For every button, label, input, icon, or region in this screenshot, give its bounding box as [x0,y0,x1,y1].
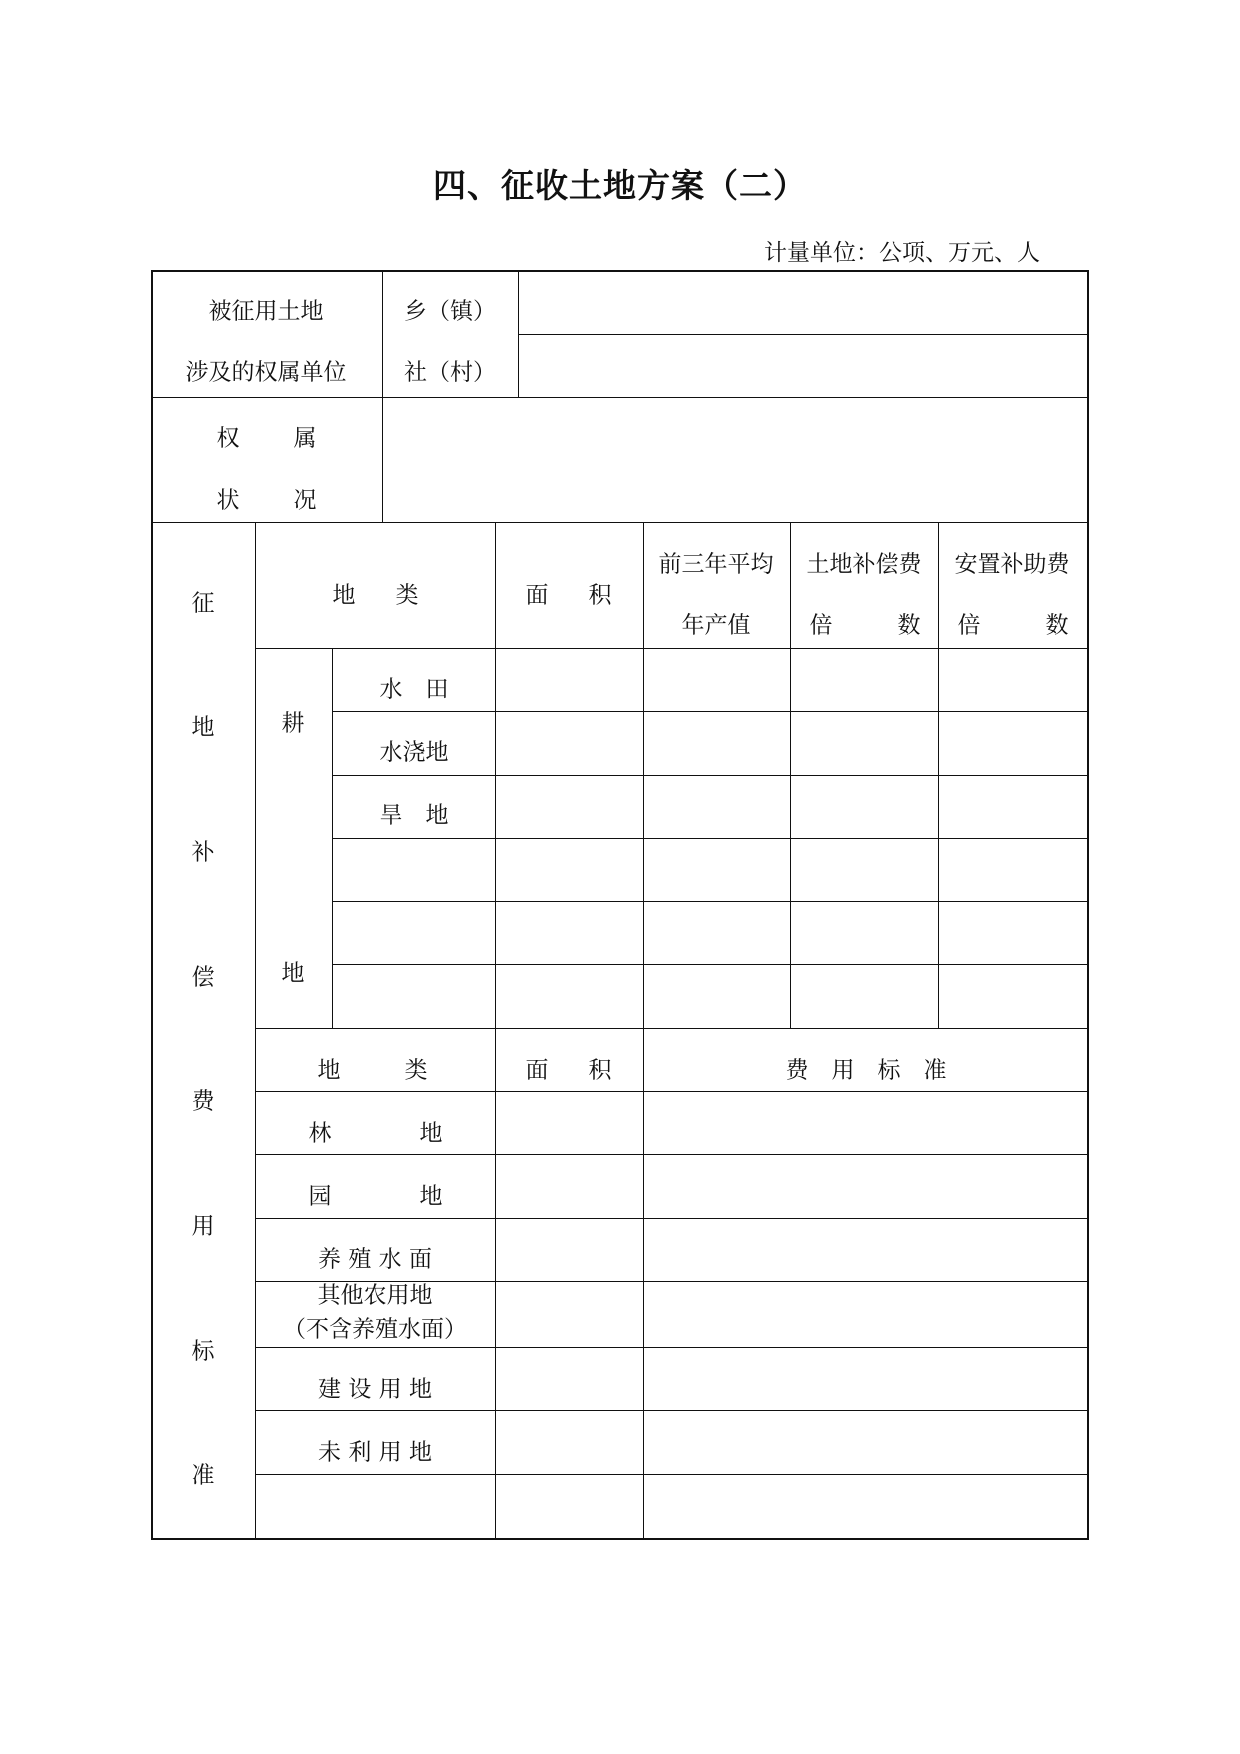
section4-row-label-char-2: 地 [419,1183,443,1210]
divider [332,901,1088,902]
side-label-char: 补 [191,839,215,866]
header-land-comp-char-2: 数 [897,612,921,639]
ownership-char-3: 状 [216,487,240,514]
arable-data-row[interactable] [334,840,1086,900]
section4-area-char-1: 面 [525,1057,549,1084]
divider [255,1218,1088,1219]
section1-label-line2: 涉及的权属单位 [185,359,347,386]
township-label: 乡（镇） [404,298,496,325]
divider [332,964,1088,965]
divider [495,522,496,1540]
header-resettle-char-2: 数 [1045,612,1069,639]
section4-data-row[interactable] [257,1476,1086,1538]
divider [255,1474,1088,1475]
ownership-char-2: 属 [293,425,317,452]
section4-row-label: 未 利 用 地 [318,1439,432,1466]
arable-data-row[interactable] [334,903,1086,963]
section4-row-label: 养 殖 水 面 [318,1246,432,1273]
township-input[interactable] [520,272,1086,333]
section4-row-label-char-1: 林 [308,1120,332,1147]
arable-data-row[interactable] [497,777,1086,837]
header-resettle-char-1: 倍 [957,612,981,639]
arable-label-top: 耕 [281,710,305,737]
divider [151,522,1088,523]
divider [332,838,1088,839]
divider [255,522,256,1540]
arable-data-row[interactable] [497,713,1086,774]
header-resettle-line1: 安置补助费 [954,551,1070,578]
header-avg-output-line2: 年产值 [681,612,751,639]
section4-row-label-char-1: 园 [308,1183,332,1210]
divider [332,775,1088,776]
header-land-type-char-1: 地 [332,582,356,609]
header-area-char-2: 积 [588,582,612,609]
ownership-status-input[interactable] [384,400,1086,520]
header-avg-output-line1: 前三年平均 [658,551,774,578]
section4-land-type-char-2: 类 [404,1057,428,1084]
section4-row-label-line1: 其他农用地 [317,1282,433,1309]
divider [255,1410,1088,1411]
section4-row-label-line2: （不含养殖水面） [283,1316,467,1343]
divider [255,1028,1088,1029]
village-input[interactable] [520,336,1086,396]
header-land-comp-line1: 土地补偿费 [806,551,922,578]
side-label-char: 地 [191,714,215,741]
section4-data-row[interactable] [497,1156,1086,1217]
side-label-char: 偿 [191,964,215,991]
section4-row-label-char-2: 地 [419,1120,443,1147]
units-note: 计量单位：公项、万元、人 [764,240,1040,266]
section1-label-line1: 被征用土地 [208,298,324,325]
header-area-char-1: 面 [525,582,549,609]
arable-row-label: 水 田 [379,676,449,703]
section4-land-type-char-1: 地 [317,1057,341,1084]
side-label-char: 用 [191,1213,215,1240]
village-label: 社（村） [404,359,496,386]
divider [255,1347,1088,1348]
arable-data-row[interactable] [334,966,1086,1027]
side-label-char: 标 [191,1338,215,1365]
divider [382,270,383,522]
section4-standard-header: 费 用 标 准 [785,1057,947,1084]
arable-row-label: 旱 地 [379,802,449,829]
divider [332,711,1088,712]
section4-data-row[interactable] [497,1349,1086,1409]
side-label-char: 准 [191,1462,215,1489]
divider [518,334,1088,335]
side-label-char: 费 [191,1088,215,1115]
ownership-char-4: 况 [293,487,317,514]
section4-area-char-2: 积 [588,1057,612,1084]
header-land-type-char-2: 类 [395,582,419,609]
page-title: 四、征收土地方案（二） [433,166,807,205]
divider [255,1154,1088,1155]
arable-data-row[interactable] [497,650,1086,710]
section4-data-row[interactable] [497,1093,1086,1153]
divider [255,648,1088,649]
arable-row-label: 水浇地 [379,739,449,766]
divider [255,1091,1088,1092]
section4-data-row[interactable] [497,1220,1086,1280]
ownership-char-1: 权 [216,425,240,452]
divider [151,397,1088,398]
header-land-comp-char-1: 倍 [809,612,833,639]
section4-data-row[interactable] [497,1283,1086,1346]
side-label-char: 征 [191,590,215,617]
arable-label-bottom: 地 [281,960,305,987]
section4-row-label: 建 设 用 地 [318,1376,432,1403]
section4-data-row[interactable] [497,1412,1086,1473]
